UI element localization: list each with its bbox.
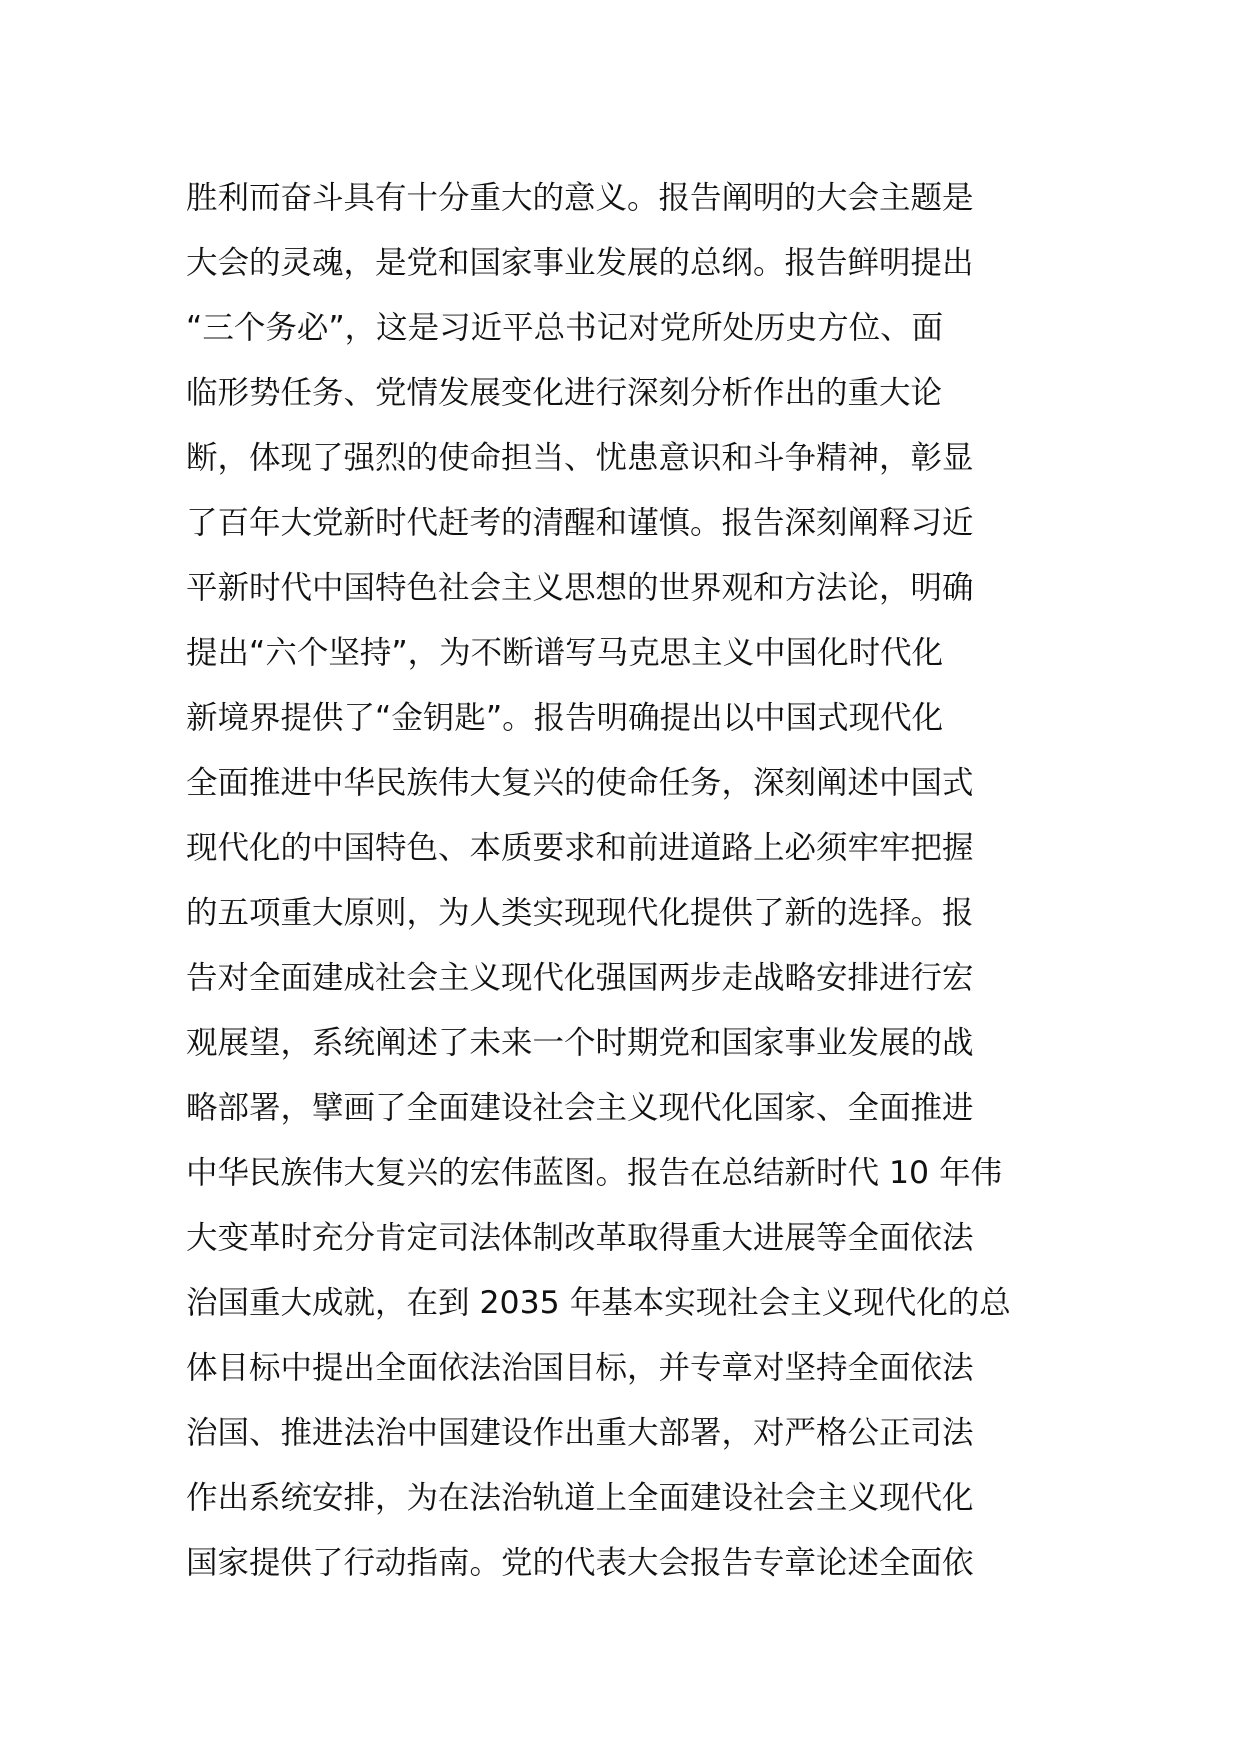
text-line: 体目标中提出全面依法治国目标，并专章对坚持全面依法 (186, 1350, 974, 1386)
text-line: 现代化的中国特色、本质要求和前进道路上必须牢牢把握 (186, 830, 974, 866)
text-line: 全面推进中华民族伟大复兴的使命任务，深刻阐述中国式 (186, 765, 974, 801)
text-line: 观展望，系统阐述了未来一个时期党和国家事业发展的战 (186, 1025, 974, 1061)
text-line: 的五项重大原则，为人类实现现代化提供了新的选择。报 (186, 895, 974, 931)
text-line: 临形势任务、党情发展变化进行深刻分析作出的重大论 (186, 375, 943, 411)
text-line: 告对全面建成社会主义现代化强国两步走战略安排进行宏 (186, 960, 974, 996)
text-line: 略部署，擘画了全面建设社会主义现代化国家、全面推进 (186, 1090, 974, 1126)
text-line: 大会的灵魂，是党和国家事业发展的总纲。报告鲜明提出 (186, 245, 974, 281)
text-line: 中华民族伟大复兴的宏伟蓝图。报告在总结新时代 10 年伟 (186, 1155, 1003, 1191)
text-line: 新境界提供了“金钥匙”。报告明确提出以中国式现代化 (186, 700, 944, 736)
text-line: 平新时代中国特色社会主义思想的世界观和方法论，明确 (186, 570, 974, 606)
text-line: 作出系统安排，为在法治轨道上全面建设社会主义现代化 (186, 1480, 974, 1516)
text-line: 了百年大党新时代赶考的清醒和谨慎。报告深刻阐释习近 (186, 505, 974, 541)
text-line: 胜利而奋斗具有十分重大的意义。报告阐明的大会主题是 (186, 180, 974, 216)
text-line: 断，体现了强烈的使命担当、忧患意识和斗争精神，彰显 (186, 440, 974, 476)
text-line: 治国重大成就，在到 2035 年基本实现社会主义现代化的总 (186, 1285, 1011, 1321)
text-line: 治国、推进法治中国建设作出重大部署，对严格公正司法 (186, 1415, 974, 1451)
body-paragraph (186, 166, 1066, 1596)
text-line: 提出“六个坚持”，为不断谱写马克思主义中国化时代化 (186, 635, 944, 671)
text-line: “三个务必”，这是习近平总书记对党所处历史方位、面 (186, 310, 944, 346)
text-line: 大变革时充分肯定司法体制改革取得重大进展等全面依法 (186, 1220, 974, 1256)
text-line: 国家提供了行动指南。党的代表大会报告专章论述全面依 (186, 1545, 974, 1581)
